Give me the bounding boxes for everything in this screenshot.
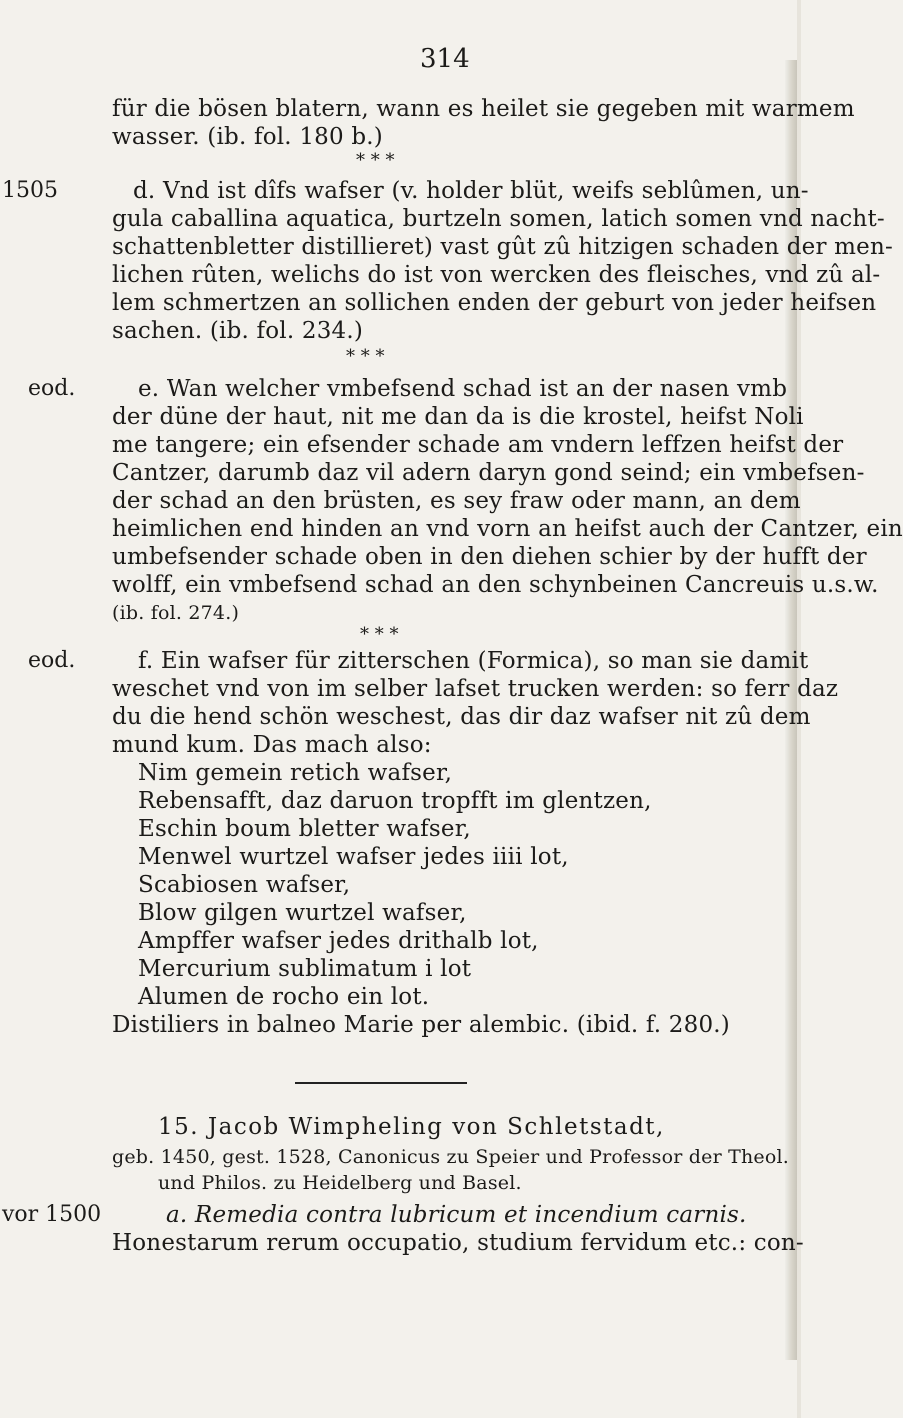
text-line: f. Ein wafser für zitterschen (Formica), so man sie damit	[138, 648, 809, 674]
text-line: umbefsender schade oben in den diehen schier by der hufft der	[112, 544, 867, 570]
text-line: schattenbletter distillieret) vast gût zû hitzigen schaden der men-	[112, 234, 893, 260]
text-line: sachen. (ib. fol. 234.)	[112, 318, 364, 344]
asterism: * * *	[356, 150, 395, 171]
text-line: der düne der haut, nit me dan da is die krostel, heifst Noli	[112, 404, 804, 430]
page-number: 314	[420, 44, 470, 74]
section-divider	[295, 1082, 467, 1084]
text-line: (ib. fol. 274.)	[112, 602, 240, 624]
recipe-line: Scabiosen wafser,	[138, 872, 351, 898]
recipe-line: Rebensafft, daz daruon tropfft im glentzen,	[138, 788, 652, 814]
text-line: heimlichen end hinden an vnd vorn an heifst auch der Cantzer, ein	[112, 516, 903, 542]
recipe-line: Alumen de rocho ein lot.	[138, 984, 430, 1010]
text-line	[166, 1202, 747, 1228]
text-line: der schad an den brüsten, es sey fraw oder mann, an dem	[112, 488, 801, 514]
text-line: geb. 1450, gest. 1528, Canonicus zu Speier und Professor der Theol.	[112, 1146, 790, 1168]
recipe-line: Nim gemein retich wafser,	[138, 760, 453, 786]
recipe-line: Distiliers in balneo Marie per alembic. (ibid. f. 280.)	[112, 1012, 730, 1038]
text-line: wasser. (ib. fol. 180 b.)	[112, 124, 383, 150]
text-line: du die hend schön weschest, das dir daz wafser nit zû dem	[112, 704, 811, 730]
recipe-line: Mercurium sublimatum i lot	[138, 956, 472, 982]
work-title: a. Remedia contra lubricum et incendium carnis.	[166, 1202, 747, 1228]
text-line: weschet vnd von im selber lafset trucken werden: so ferr daz	[112, 676, 839, 702]
text-line: Cantzer, darumb daz vil adern daryn gond seind; ein vmbefsen-	[112, 460, 865, 486]
margin-year: 1505	[2, 178, 58, 203]
recipe-line: Blow gilgen wurtzel wafser,	[138, 900, 467, 926]
asterism: * * *	[346, 346, 385, 367]
text-line: und Philos. zu Heidelberg und Basel.	[158, 1172, 522, 1194]
recipe-line: Ampffer wafser jedes drithalb lot,	[138, 928, 539, 954]
text-line: lem schmertzen an sollichen enden der geburt von jeder heifsen	[112, 290, 877, 316]
text-line: me tangere; ein efsender schade am vndern leffzen heifst der	[112, 432, 844, 458]
text-line: lichen rûten, welichs do ist von wercken des fleisches, vnd zû al-	[112, 262, 881, 288]
text-line: Honestarum rerum occupatio, studium fervidum etc.: con-	[112, 1230, 804, 1256]
section-heading: 15. Jacob Wimpheling von Schletstadt,	[158, 1114, 665, 1140]
text-line: für die bösen blatern, wann es heilet sie gegeben mit warmem	[112, 96, 855, 122]
recipe-line: Eschin boum bletter wafser,	[138, 816, 471, 842]
margin-year: vor 1500	[2, 1202, 102, 1227]
text-line: mund kum. Das mach also:	[112, 732, 432, 758]
margin-note: eod.	[28, 648, 76, 673]
margin-note: eod.	[28, 376, 76, 401]
text-line: d. Vnd ist dîfs wafser (v. holder blüt, weifs seblûmen, un-	[133, 178, 809, 204]
asterism: * * *	[360, 624, 399, 645]
text-line: wolff, ein vmbefsend schad an den schynbeinen Cancreuis u.s.w.	[112, 572, 879, 598]
text-line: gula caballina aquatica, burtzeln somen, latich somen vnd nacht-	[112, 206, 885, 232]
recipe-line: Menwel wurtzel wafser jedes iiii lot,	[138, 844, 569, 870]
text-line: e. Wan welcher vmbefsend schad ist an der nasen vmb	[138, 376, 788, 402]
